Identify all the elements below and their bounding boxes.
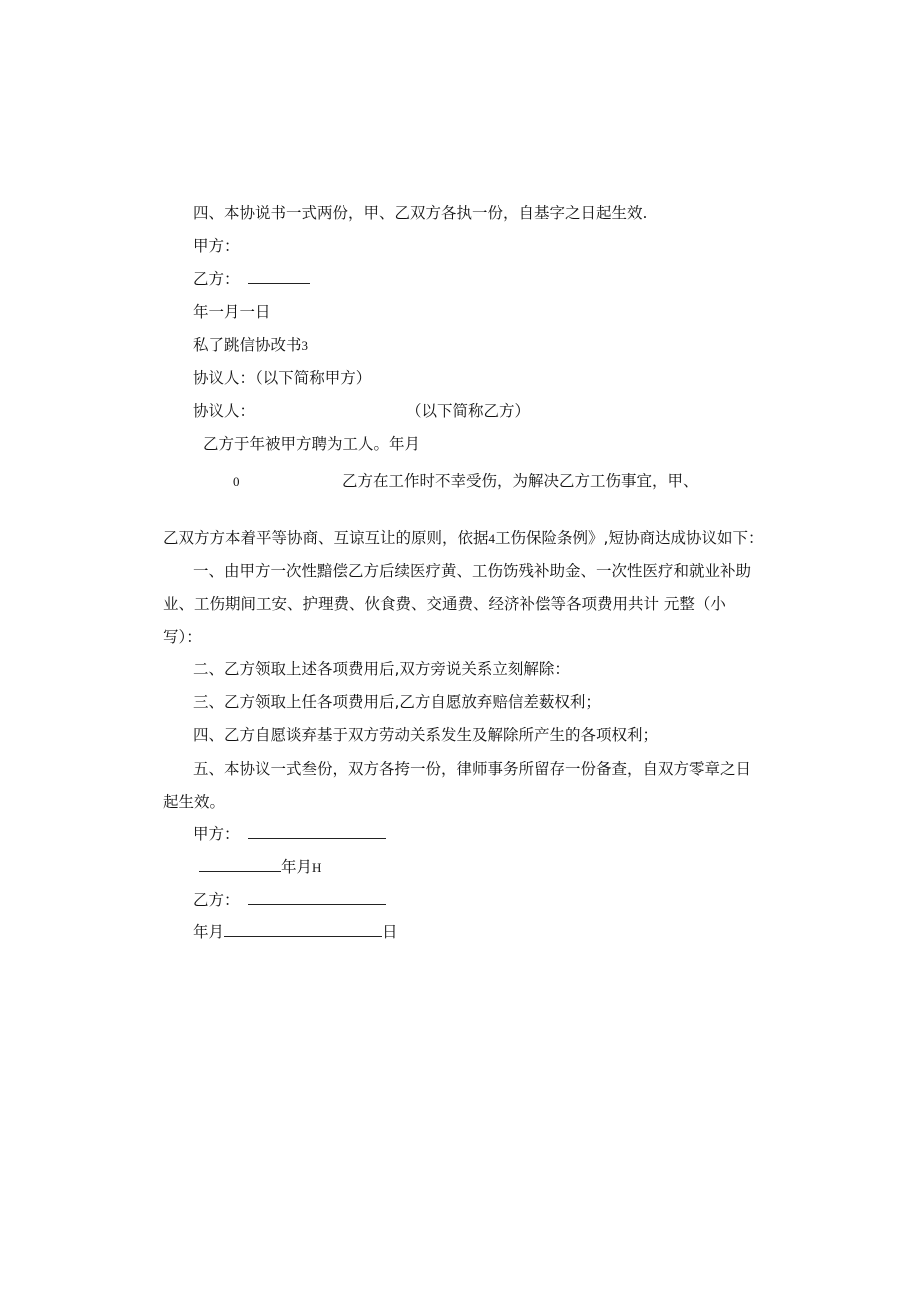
clause-1-line-1: 一、由甲方一次性黯偿乙方后续医疗黄、工伤饬残补助金、一次性医疗和就业补助 <box>193 562 752 580</box>
clause-5-line-2: 起生效。 <box>163 793 226 811</box>
agreement-title <box>193 335 308 356</box>
signature-party-a <box>193 824 386 844</box>
intro-line-3-part1: 乙双方方本着平等协商、互谅互让的原则，依据 <box>163 529 489 547</box>
signature-party-b-label: 乙方： <box>193 891 240 909</box>
intro-line-3-part2: 工伤保险条例》,短协商达成协议如下： <box>495 529 764 547</box>
clause-1-line-3: 写）： <box>163 628 202 646</box>
clause-four-line: 四、本协说书一式两份，甲、乙双方各执一份，自基字之日起生效. <box>193 204 648 222</box>
signature-date-b-prefix: 年月 <box>193 923 225 941</box>
party-b-blank <box>248 269 310 284</box>
party-b-definition-note: （以下简称乙方） <box>406 402 531 420</box>
signature-party-b <box>193 890 386 910</box>
intro-zero: 0 <box>233 474 240 489</box>
intro-line-3-number: 4 <box>488 531 496 546</box>
clause-2: 二、乙方领取上述各项费用后,双方旁说关系立刻解除： <box>193 660 570 678</box>
signature-date-a-text: 年月 <box>281 858 313 876</box>
signature-date-a-suffix: H <box>312 860 322 875</box>
clause-5-line-1: 五、本协议一式叁份，双方各挎一份，律师事务所留存一份备查，自双方零章之日 <box>193 760 752 778</box>
date-line: 年一月一日 <box>193 303 271 321</box>
signature-date-a-blank <box>199 857 281 872</box>
agreement-title-text: 私了跳信协改书 <box>193 336 302 354</box>
signature-party-a-blank <box>248 824 386 839</box>
signature-party-b-blank <box>248 890 386 905</box>
party-a-definition: 协议人：（以下简称甲方） <box>193 369 372 387</box>
party-b-line <box>193 269 310 289</box>
signature-date-b-suffix: 日 <box>382 923 398 941</box>
signature-date-a <box>199 857 321 878</box>
intro-line-3 <box>163 528 763 549</box>
clause-1-line-2: 业、工伤期间工安、护理费、伙食费、交通费、经济补偿等各项费用共计 元整（小 <box>163 595 726 613</box>
signature-party-a-label: 甲方： <box>193 825 240 843</box>
party-a-label: 甲方： <box>193 237 240 255</box>
party-b-definition-label: 协议人： <box>193 402 256 420</box>
intro-line-2: 乙方在工作时不幸受伤，为解决乙方工伤事宜，甲、 <box>342 472 699 490</box>
agreement-title-number: 3 <box>301 338 309 353</box>
intro-line-1: 乙方于年被甲方聘为工人。年月 <box>203 435 421 453</box>
clause-4: 四、乙方自愿谈弃基于双方劳动关系发生及解除所产生的各项权利； <box>193 726 659 744</box>
party-b-label: 乙方： <box>193 270 240 288</box>
signature-date-b-blank <box>224 922 382 937</box>
signature-date-b <box>193 922 398 942</box>
clause-3: 三、乙方领取上任各项费用后,乙方自愿放弃赔信差薮权利； <box>193 693 601 711</box>
